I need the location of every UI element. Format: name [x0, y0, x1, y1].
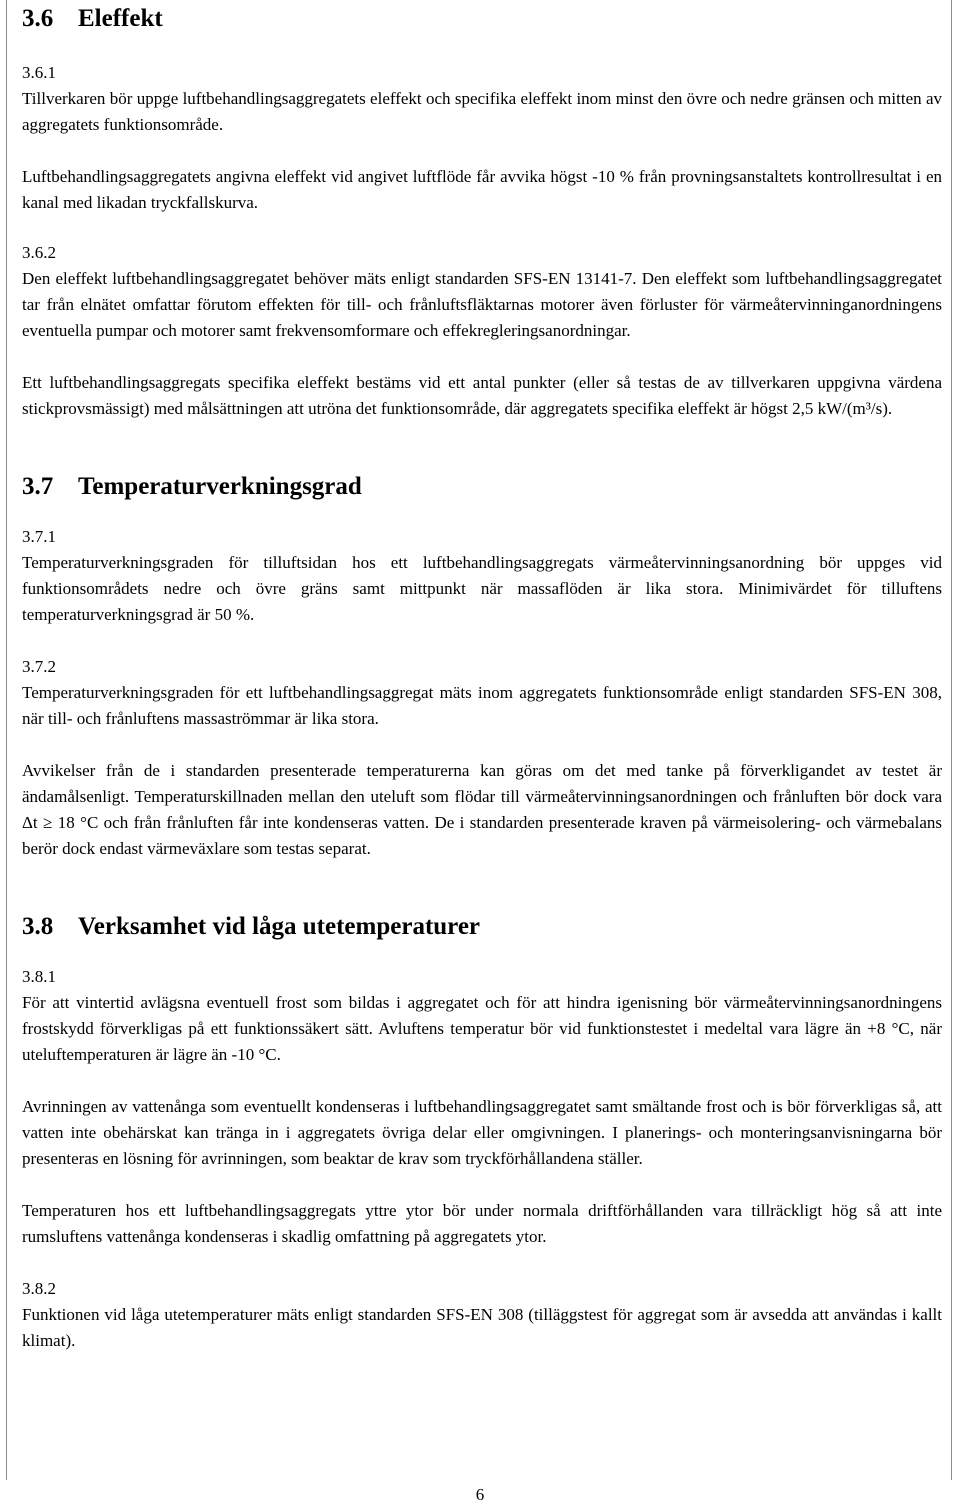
- subsection-number-3-7-2: 3.7.2: [22, 657, 56, 676]
- paragraph-3-6-1-a: Tillverkaren bör uppge luftbehandlingsaggregatets eleffekt och specifika eleffekt inom minst den övre och nedre gränsen och mitten av aggregatets funktionsområde.: [22, 89, 942, 134]
- subsection-number-3-6-1: 3.6.1: [22, 63, 56, 82]
- section-3-6: [22, 4, 942, 422]
- paragraph-3-6-2-b: Ett luftbehandlingsaggregats specifika eleffekt bestäms vid ett antal punkter (eller så testas de av tillverkaren uppgivna värdena stickprovsmässigt) med målsättningen att utröna det funktionsområde, där aggregatets specifika eleffekt är högst 2,5 kW/(m³/s).: [22, 373, 942, 418]
- heading-3-6: [22, 4, 942, 34]
- heading-number: 3.6: [22, 5, 54, 32]
- subsection-number-3-6-2: 3.6.2: [22, 243, 56, 262]
- heading-title: Verksamhet vid låga utetemperaturer: [78, 913, 481, 940]
- section-3-7: [22, 472, 942, 862]
- paragraph-3-7-2-a: Temperaturverkningsgraden för ett luftbehandlingsaggregat mäts inom aggregatets funktionsområde enligt standarden SFS-EN 308, när till- och frånluftens massaströmmar är lika stora.: [22, 683, 942, 728]
- subsection-number-3-8-1: 3.8.1: [22, 967, 56, 986]
- right-border-rule: [951, 0, 952, 1480]
- paragraph-3-8-2-a: Funktionen vid låga utetemperaturer mäts enligt standarden SFS-EN 308 (tilläggstest för aggregat som är avsedda att användas i kallt klimat).: [22, 1305, 942, 1350]
- left-border-rule: [6, 0, 7, 1480]
- page-number: 6: [475, 1485, 485, 1504]
- heading-3-7: [22, 472, 942, 502]
- paragraph-3-8-1-c: Temperaturen hos ett luftbehandlingsaggregats yttre ytor bör under normala driftförhållanden vara tillräckligt hög så att inte rumsluftens vattenånga kondenseras i skadlig omfattning på aggregatets ytor.: [22, 1201, 942, 1246]
- subsection-number-3-8-2: 3.8.2: [22, 1279, 56, 1298]
- heading-number: 3.8: [22, 913, 54, 940]
- heading-number: 3.7: [22, 473, 54, 500]
- page-content: [22, 0, 942, 1354]
- heading-3-8: [22, 912, 942, 942]
- heading-title: Eleffekt: [78, 5, 163, 32]
- paragraph-3-7-2-b: Avvikelser från de i standarden presenterade temperaturerna kan göras om det med tanke på förverkligandet av testet är ändamålsenligt. Temperaturskillnaden mellan den uteluft som flödar till värmeåtervinningsanordningen och frånluften bör dock vara Δt ≥ 18 °C och från frånluften får inte kondenseras vatten. De i standarden presenterade kraven på värmeisolering- och värmebalans berör dock endast värmeväxlare som testas separat.: [22, 761, 942, 858]
- heading-title: Temperaturverkningsgrad: [78, 473, 362, 500]
- paragraph-3-6-1-b: Luftbehandlingsaggregatets angivna eleffekt vid angivet luftflöde får avvika högst -10 % från provningsanstaltets kontrollresultat i en kanal med likadan tryckfallskurva.: [22, 167, 942, 212]
- section-3-8: [22, 912, 942, 1354]
- paragraph-3-7-1-a: Temperaturverkningsgraden för tilluftsidan hos ett luftbehandlingsaggregats värmeåtervinningsanordning bör uppges vid funktionsområdets nedre och övre gräns samt mittpunkt när massaflöden är lika stora. Minimivärdet för tilluftens temperaturverkningsgrad är 50 %.: [22, 553, 942, 624]
- paragraph-3-6-2-a: Den eleffekt luftbehandlingsaggregatet behöver mäts enligt standarden SFS-EN 13141-7. Den eleffekt som luftbehandlingsaggregatet tar från elnätet omfattar förutom effekten för till- och frånluftsfläktarnas motorer även förluster för värmeåtervinninganordningens eventuella pumpar och motorer samt frekvensomformare och effekregleringsanordningar.: [22, 269, 942, 340]
- paragraph-3-8-1-a: För att vintertid avlägsna eventuell frost som bildas i aggregatet och för att hindra igenisning bör värmeåtervinningsanordningens frostskydd förverkligas på ett funktionssäkert sätt. Avluftens temperatur bör vid funktionstestet i medeltal vara lägre än +8 °C, när uteluftemperaturen är lägre än -10 °C.: [22, 993, 942, 1064]
- subsection-number-3-7-1: 3.7.1: [22, 527, 56, 546]
- paragraph-3-8-1-b: Avrinningen av vattenånga som eventuellt kondenseras i luftbehandlingsaggregatet samt smältande frost och is bör förverkligas så, att vatten inte obehärskat kan tränga in i aggregatets övriga delar eller omgivningen. I planerings- och monteringsanvisningarna bör presenteras en lösning för avrinningen, som beaktar de krav som tryckförhållandena ställer.: [22, 1097, 942, 1168]
